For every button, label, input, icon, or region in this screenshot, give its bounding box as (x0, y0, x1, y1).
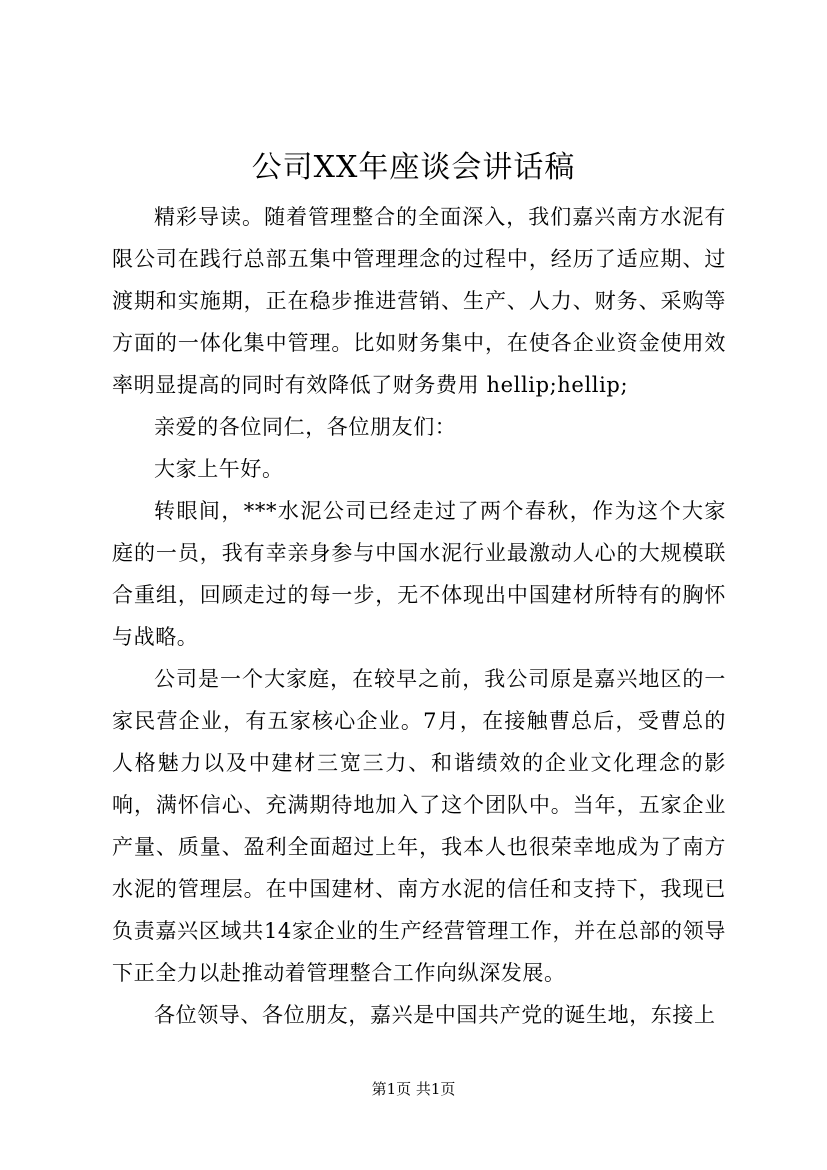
document-body (112, 196, 726, 1036)
paragraph-jiaxing: 各位领导、各位朋友，嘉兴是中国共产党的诞生地，东接上 (154, 1003, 716, 1027)
document-title: 公司XX年座谈会讲话稿 (251, 150, 576, 185)
page-footer: 第1页 共1页 (371, 1080, 456, 1098)
paragraph-intro: 精彩导读。随着管理整合的全面深入，我们嘉兴南方水泥有限公司在践行总部五集中管理理念的过程中，经历了适应期、过渡期和实施期，正在稳步推进营销、生产、人力、财务、采购等方面的一体化集中管理。比如财务集中，在使各企业资金使用效率明显提高的同时有效降低了财务费用 hellip;hellip; (112, 205, 726, 397)
paragraph-two-years: 转眼间，***水泥公司已经走过了两个春秋，作为这个大家庭的一员，我有幸亲身参与中国水泥行业最激动人心的大规模联合重组，回顾走过的每一步，无不体现出中国建材所特有的胸怀与战略。 (112, 499, 726, 649)
paragraph-company-family: 公司是一个大家庭，在较早之前，我公司原是嘉兴地区的一家民营企业，有五家核心企业。7月，在接触曹总后，受曹总的人格魅力以及中建材三宽三力、和谐绩效的企业文化理念的影响，满怀信心、充满期待地加入了这个团队中。当年，五家企业产量、质量、盈利全面超过上年，我本人也很荣幸地成为了南方水泥的管理层。在中国建材、南方水泥的信任和支持下，我现已负责嘉兴区域共14家企业的生产经营管理工作，并在总部的领导下正全力以赴推动着管理整合工作向纵深发展。 (112, 667, 726, 985)
paragraph-greeting: 亲爱的各位同仁，各位朋友们： (154, 415, 457, 439)
paragraph-good-morning: 大家上午好。 (154, 457, 284, 481)
